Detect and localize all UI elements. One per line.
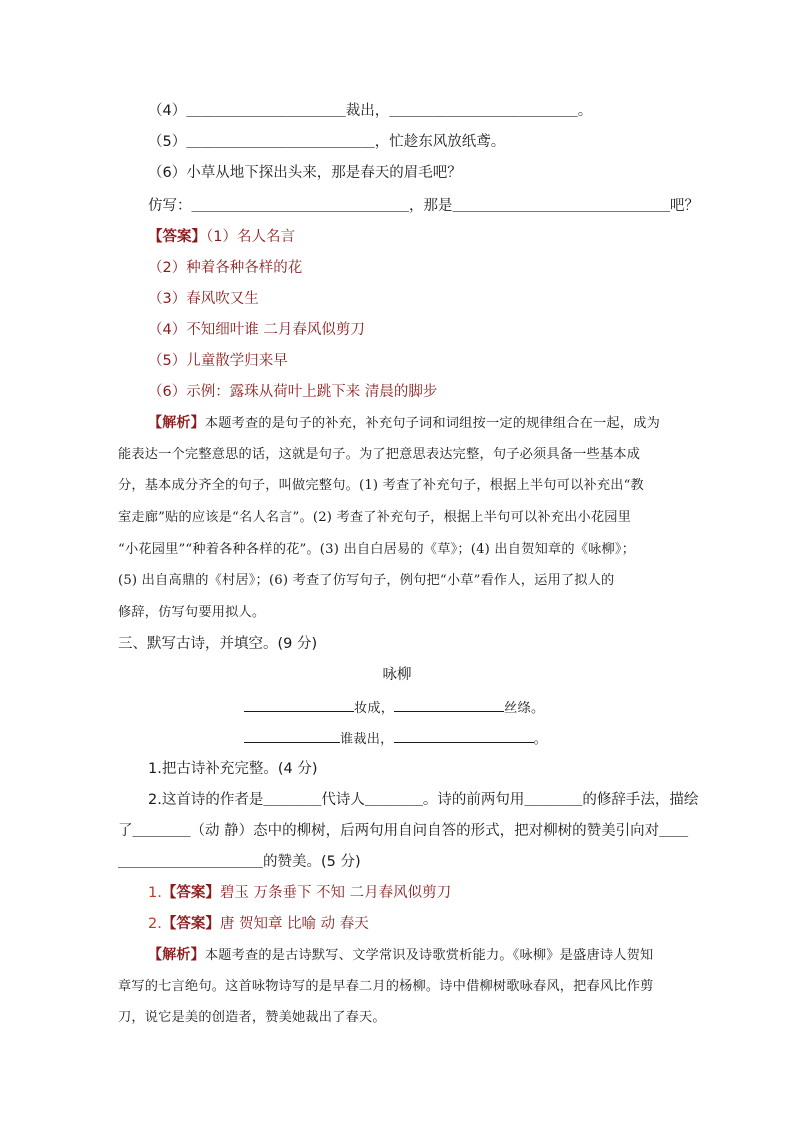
poem-blank[interactable] xyxy=(244,697,354,712)
explanation-tag: 【解析】 xyxy=(148,947,205,963)
explanation-line-5: “小花园里”“种着各种各样的花”。(3) 出自白居易的《草》；(4) 出自贺知章的《咏柳》； xyxy=(118,542,636,557)
answer-line-5: （5）儿童散学归来早 xyxy=(148,353,288,369)
fill-item-6: （6）小草从地下探出头来，那是春天的眉毛吧？ xyxy=(148,165,462,181)
poem-blank[interactable] xyxy=(244,728,340,743)
poem-text: 谁裁出， xyxy=(340,732,394,747)
answer-number: 1. xyxy=(148,885,162,901)
explanation-line-6: (5) 出自高鼎的《村居》；(6) 考查了仿写句子，例句把“小草”看作人，运用了拟人的 xyxy=(118,573,615,588)
poem-title: 咏柳 xyxy=(382,667,412,683)
fill-item-4: （4）＿＿＿＿＿＿＿＿＿＿＿裁出，＿＿＿＿＿＿＿＿＿＿＿＿＿。 xyxy=(148,103,593,119)
poem-line-2 xyxy=(244,728,547,750)
poem-line-1 xyxy=(244,697,544,719)
explanation-text: 本题考查的是句子的补充，补充句子词和词组按一定的规律组合在一起，成为 xyxy=(204,416,660,431)
answer-tag: 【答案】 xyxy=(161,885,220,901)
answer-text: 碧玉 万条垂下 不知 二月春风似剪刀 xyxy=(219,885,452,901)
explanation-line-1 xyxy=(148,413,660,434)
question-2-line-2: 了＿＿＿＿（动 静）态中的柳树，后两句用自问自答的形式，把对柳树的赞美引向对＿＿ xyxy=(118,823,689,839)
poem-text: 丝绦。 xyxy=(504,701,545,716)
explanation-text: 本题考查的是古诗默写、文学常识及诗歌赏析能力。《咏柳》是盛唐诗人贺知 xyxy=(204,948,654,963)
answer-line-1 xyxy=(148,227,295,247)
answer-text: 唐 贺知章 比喻 动 春天 xyxy=(219,916,369,932)
answer-tag: 【答案】 xyxy=(148,229,206,245)
poem-text: 妆成， xyxy=(354,701,395,716)
explanation-tag: 【解析】 xyxy=(148,415,205,431)
answer-text: （1）名人名言 xyxy=(206,229,295,245)
answer-line-3: （3）春风吹又生 xyxy=(148,291,259,307)
explanation2-line-3: 刀，说它是美的创造者，赞美她裁出了春天。 xyxy=(118,1010,386,1025)
poem-blank[interactable] xyxy=(394,697,504,712)
section-heading: 三、默写古诗，并填空。(9 分) xyxy=(118,636,318,652)
answer-number: 2. xyxy=(148,916,162,932)
explanation2-line-2: 章写的七言绝句。这首咏物诗写的是早春二月的杨柳。诗中借柳树歌咏春风，把春风比作剪 xyxy=(118,979,654,994)
answer2-line-1 xyxy=(148,883,451,903)
answer-line-4: （4）不知细叶谁 二月春风似剪刀 xyxy=(148,322,365,338)
question-2-line-1: 2.这首诗的作者是＿＿＿＿代诗人＿＿＿＿。诗的前两句用＿＿＿＿的修辞手法，描绘 xyxy=(148,792,699,808)
answer-line-6: （6）示例：露珠从荷叶上跳下来 清晨的脚步 xyxy=(148,384,438,400)
explanation2-line-1 xyxy=(148,945,653,966)
explanation-line-4: 室走廊”贴的应该是“名人名言”。(2) 考查了补充句子，根据上半句可以补充出小花园里 xyxy=(118,510,632,525)
explanation-line-7: 修辞，仿写句要用拟人。 xyxy=(118,605,266,620)
question-1: 1.把古诗补充完整。(4 分) xyxy=(148,761,318,777)
poem-blank[interactable] xyxy=(394,728,534,743)
answer-line-2: （2）种着各种各样的花 xyxy=(148,260,303,276)
fill-item-5: （5）＿＿＿＿＿＿＿＿＿＿＿＿＿，忙趁东风放纸鸢。 xyxy=(148,134,506,150)
imitation-item: 仿写：＿＿＿＿＿＿＿＿＿＿＿＿＿＿＿，那是＿＿＿＿＿＿＿＿＿＿＿＿＿＿＿吧？ xyxy=(148,198,699,214)
question-2-line-3: ＿＿＿＿＿＿＿＿＿＿的赞美。(5 分) xyxy=(118,854,361,870)
poem-text: 。 xyxy=(533,732,547,747)
answer-tag: 【答案】 xyxy=(161,916,220,932)
answer2-line-2 xyxy=(148,914,369,934)
explanation-line-2: 能表达一个完整意思的话，这就是句子。为了把意思表达完整，句子必须具备一些基本成 xyxy=(118,447,641,462)
explanation-line-3: 分，基本成分齐全的句子，叫做完整句。(1) 考查了补充句子，根据上半句可以补充出“教 xyxy=(118,478,644,493)
